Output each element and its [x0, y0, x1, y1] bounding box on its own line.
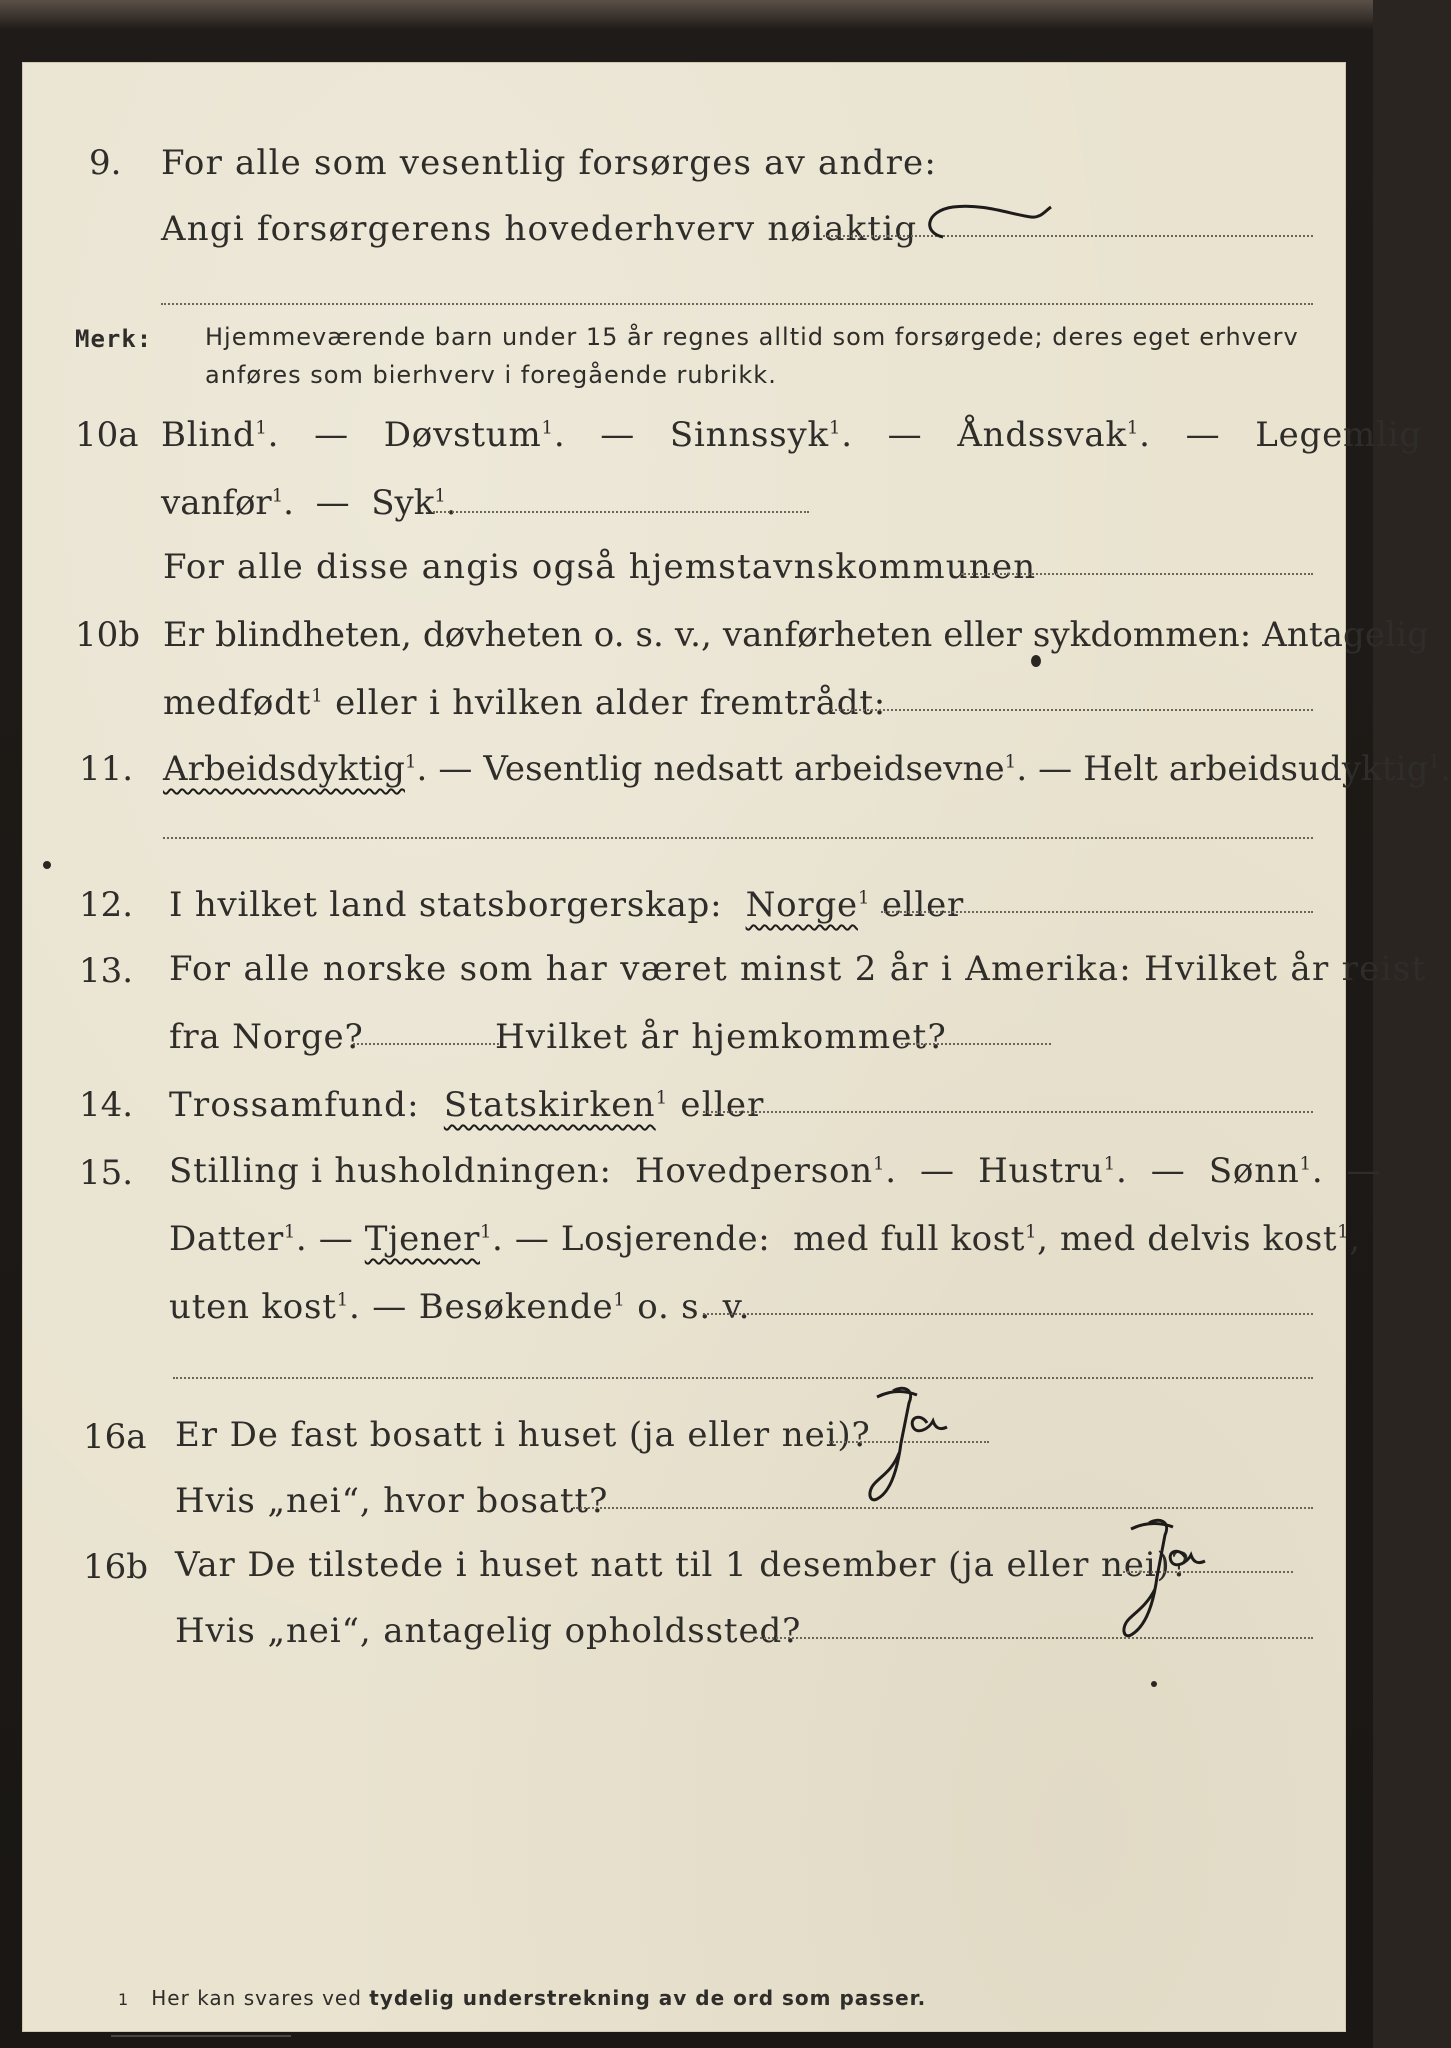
q12-prefix: I hvilket land statsborgerskap:: [169, 885, 723, 925]
q12-norge-underlined: Norge: [745, 885, 858, 925]
census-form-page: [22, 62, 1451, 2032]
ink-speck: [43, 861, 51, 869]
q11-number: 11.: [79, 749, 134, 789]
q15-full-kost: med full kost: [793, 1219, 1026, 1259]
footnote-text-a: Her kan svares ved: [151, 1986, 362, 2010]
merk-line1: Hjemmeværende barn under 15 år regnes alltid som forsørgede; deres eget erhverv: [205, 323, 1299, 351]
q14-number: 14.: [79, 1085, 134, 1125]
q10a-legemlig: Legemlig: [1255, 415, 1422, 455]
q13-field-1: [353, 1043, 499, 1045]
q14-line: Trossamfund: Statskirken$^1$ eller: [169, 1085, 765, 1125]
ink-speck-2: [1151, 1681, 1157, 1687]
q15-hovedperson: Hovedperson: [634, 1151, 873, 1191]
q16a-field-2: [573, 1507, 1313, 1509]
q12-number: 12.: [79, 885, 134, 925]
q10a-andssvak: Åndssvak: [957, 415, 1127, 455]
q10b-line2-rest: eller i hvilken alder fremtrådt:: [335, 683, 887, 723]
q16b-ja-icon: [1113, 1515, 1233, 1665]
q16b-field-2: [753, 1637, 1313, 1639]
q10a-line2-field: [433, 511, 809, 513]
q16a-line2: Hvis „nei“, hvor bosatt?: [175, 1481, 609, 1521]
q14-eller: eller: [680, 1085, 765, 1125]
q10b-medfodt: medfødt: [163, 683, 312, 723]
footnote-rule: [111, 2035, 291, 2037]
q12-line: I hvilket land statsborgerskap: Norge$^1$ eller: [169, 885, 965, 925]
q11-field: [163, 837, 1313, 839]
q14-prefix: Trossamfund:: [169, 1085, 420, 1125]
q16a-handwritten-answer: [863, 1383, 963, 1463]
q16a-number: 16a: [83, 1417, 147, 1457]
q11-vesentlig: Vesentlig nedsatt arbeidsevne: [483, 749, 1005, 789]
q15-besokende: Besøkende: [418, 1287, 614, 1327]
q15-losjerende: Losjerende:: [560, 1219, 771, 1259]
q16b-handwritten-answer: [1113, 1515, 1233, 1595]
q9-extra-line: [161, 303, 1313, 305]
footnote-mark: 1: [118, 1990, 130, 2009]
q10b-line2: medfødt$^1$ eller i hvilken alder fremtrådt:: [163, 683, 887, 723]
q10a-sinnssyk: Sinnssyk: [669, 415, 829, 455]
q10a-line3-field: [961, 573, 1313, 575]
q15-osv: o. s. v.: [637, 1287, 751, 1327]
q10a-vanfor: vanfør: [161, 483, 272, 523]
q13-field-2: [901, 1043, 1051, 1045]
q10a-line3: For alle disse angis også hjemstavnskommunen: [163, 547, 1037, 587]
footnote: [118, 1986, 926, 2010]
q14-statskirken-underlined: Statskirken: [443, 1085, 656, 1125]
q10a-line2: vanfør$^1$. — Syk$^1$.: [161, 483, 457, 523]
q15-number: 15.: [79, 1153, 134, 1193]
q9-line2: Angi forsørgerens hovederhverv nøiaktig: [161, 209, 918, 249]
q15-tjener-underlined: Tjener: [364, 1219, 480, 1259]
q15-delvis-kost: med delvis kost: [1059, 1219, 1338, 1259]
q15-uten-kost: uten kost: [169, 1287, 337, 1327]
q13-hjemkommet: Hvilket år hjemkommet?: [495, 1017, 947, 1057]
q15-datter: Datter: [169, 1219, 284, 1259]
footnote-text-b: tydelig understrekning av de ord som passer.: [369, 1986, 927, 2010]
q11-line: Arbeidsdyktig$^1$. — Vesentlig nedsatt arbeidsevne$^1$. — Helt arbeidsudyktig$^1$.: [163, 749, 1451, 789]
q11-arbeidsdyktig-underlined: Arbeidsdyktig: [163, 749, 405, 789]
q14-field: [703, 1111, 1313, 1113]
q15-line2: Datter$^1$. — Tjener$^1$. — Losjerende: med full kost$^1$, med delvis kost$^1$,: [169, 1219, 1361, 1259]
q11-helt: Helt arbeidsudyktig: [1083, 749, 1429, 789]
q10a-dovstum: Døvstum: [383, 415, 542, 455]
q12-field: [881, 911, 1313, 913]
q15-field: [703, 1313, 1313, 1315]
q15-line3: uten kost$^1$. — Besøkende$^1$ o. s. v.: [169, 1287, 751, 1327]
q15-extra-line: [173, 1377, 1313, 1379]
q9-handwritten-dash: [913, 193, 1073, 253]
q9-number: 9.: [89, 143, 122, 183]
q10b-line1: Er blindheten, døvheten o. s. v., vanførheten eller sykdommen: Antagelig: [163, 615, 1429, 655]
q13-line1: For alle norske som har været minst 2 år i Amerika: Hvilket år reist: [169, 949, 1427, 989]
q15-hustru: Hustru: [978, 1151, 1104, 1191]
q10a-blind: Blind: [161, 415, 256, 455]
q16a-line1: Er De fast bosatt i huset (ja eller nei)?: [175, 1415, 871, 1455]
q10b-field: [831, 709, 1313, 711]
merk-line2: anføres som bierhverv i foregående rubrikk.: [205, 361, 777, 389]
q10a-line1: Blind$^1$. — Døvstum$^1$. — Sinnssyk$^1$. — Åndssvak$^1$. — Legemlig: [161, 415, 1422, 455]
q12-eller: eller: [881, 885, 965, 925]
q16b-line2: Hvis „nei“, antagelig opholdssted?: [175, 1611, 802, 1651]
q10b-number: 10b: [75, 615, 141, 655]
q13-fra-norge: fra Norge?: [169, 1017, 364, 1057]
merk-label: Merk:: [75, 325, 153, 353]
q16b-line1: Var De tilstede i huset natt til 1 desember (ja eller nei)?: [175, 1545, 1190, 1585]
q15-line1: Stilling i husholdningen: Hovedperson$^1$. — Hustru$^1$. — Sønn$^1$. —: [169, 1151, 1382, 1191]
q9-line1: For alle som vesentlig forsørges av andre:: [161, 143, 938, 183]
q10a-number: 10a: [75, 415, 139, 455]
q10a-syk: Syk: [371, 483, 435, 523]
ink-spot: [1031, 655, 1041, 667]
q16a-ja-icon: [863, 1383, 963, 1533]
q15-stilling: Stilling i husholdningen:: [169, 1151, 612, 1191]
q15-sonn: Sønn: [1208, 1151, 1300, 1191]
q13-number: 13.: [79, 951, 134, 991]
q16b-number: 16b: [83, 1547, 149, 1587]
